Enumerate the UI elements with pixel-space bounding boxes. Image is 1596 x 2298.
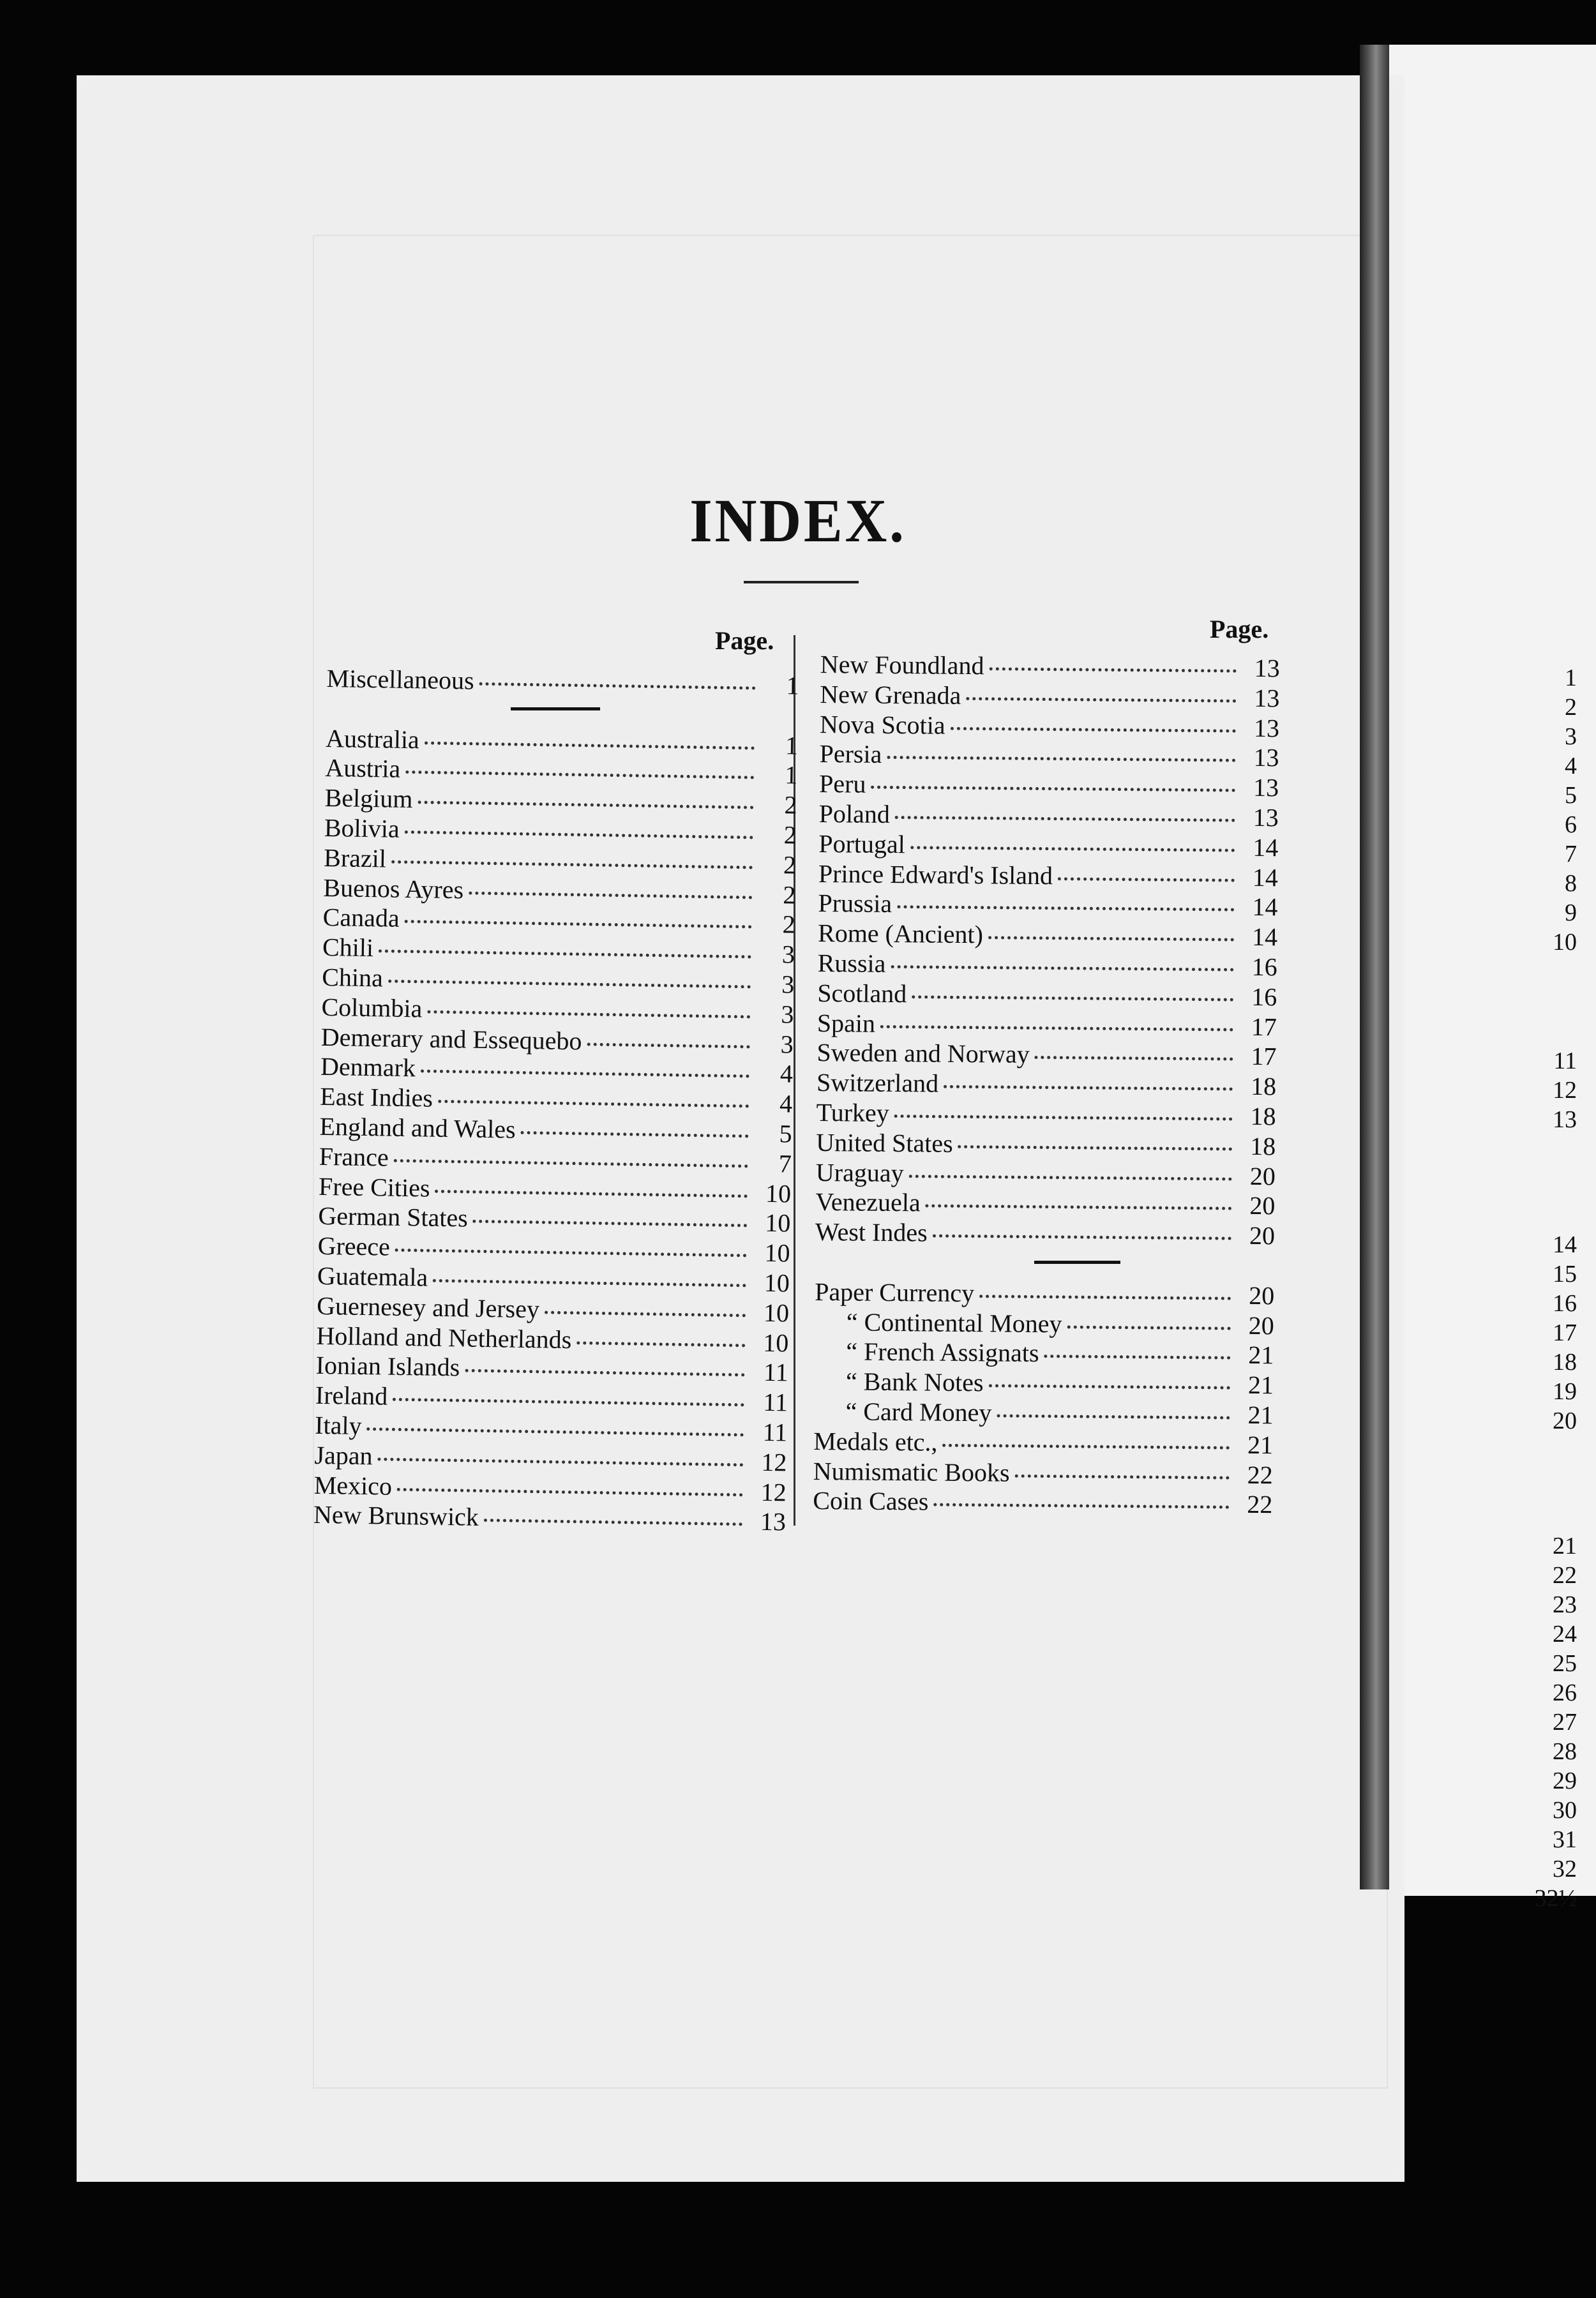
entry-name: “ French Assignats: [846, 1337, 1039, 1368]
entry-page: 13: [1253, 773, 1279, 802]
index-entry: [815, 1187, 1275, 1221]
entry-name: England and Wales: [319, 1111, 516, 1144]
entry-name: Bolivia: [324, 813, 400, 843]
entry-page: 21: [1247, 1400, 1274, 1430]
entry-name: Switzerland: [816, 1068, 939, 1098]
title-rule: [744, 581, 859, 583]
dot-leader: [958, 1145, 1233, 1151]
entry-page: 14: [1252, 892, 1278, 922]
dot-leader: [465, 1369, 745, 1377]
dot-leader: [1044, 1355, 1231, 1360]
entry-page: 2: [784, 790, 797, 820]
entry-page: 13: [1253, 743, 1279, 772]
entry-name: Persia: [819, 739, 882, 769]
dot-leader: [405, 770, 754, 779]
entry-name: China: [321, 962, 384, 993]
dot-leader: [1035, 1056, 1233, 1061]
entry-page: 10: [763, 1328, 789, 1358]
facing-page-number: 25: [1553, 1650, 1577, 1677]
facing-page-number: 26: [1553, 1679, 1577, 1706]
index-entry: [813, 1486, 1272, 1520]
entry-page: 2: [783, 880, 796, 910]
entry-name: Miscellaneous: [326, 664, 475, 695]
entry-page: 18: [1250, 1072, 1277, 1101]
entry-page: 11: [763, 1388, 788, 1417]
entry-name: Prussia: [818, 889, 892, 919]
left-separator: [511, 707, 600, 710]
dot-leader: [394, 1159, 748, 1168]
entry-name: Columbia: [321, 992, 423, 1023]
dot-leader: [393, 1398, 744, 1407]
entry-page: 21: [1247, 1430, 1274, 1459]
entry-name: Paper Currency: [815, 1277, 975, 1307]
facing-page-number: 13: [1553, 1106, 1577, 1133]
entry-name: Ireland: [315, 1380, 388, 1411]
index-entry: [818, 889, 1277, 922]
dot-leader: [391, 860, 753, 869]
facing-page-number: 16: [1553, 1290, 1577, 1317]
entry-page: 20: [1249, 1280, 1275, 1310]
entry-page: 20: [1248, 1310, 1274, 1340]
entry-name: Sweden and Norway: [817, 1038, 1030, 1069]
dot-leader: [887, 756, 1235, 762]
entry-name: Japan: [314, 1440, 373, 1470]
left-page-header: Page.: [715, 626, 774, 655]
dot-leader: [418, 800, 753, 809]
dot-leader: [891, 965, 1233, 972]
entry-name: Mexico: [313, 1470, 393, 1501]
entry-page: 3: [780, 1029, 794, 1059]
entry-page: 16: [1251, 952, 1277, 982]
dot-leader: [425, 741, 755, 749]
entry-name: Free Cities: [318, 1171, 430, 1203]
index-entry: [815, 1217, 1275, 1251]
dot-leader: [988, 1384, 1230, 1389]
entry-name: New Brunswick: [313, 1500, 479, 1532]
entry-name: France: [319, 1141, 389, 1172]
entry-page: 4: [779, 1089, 793, 1118]
index-entry: [818, 949, 1277, 982]
right-page-header: Page.: [1210, 615, 1269, 643]
entry-page: 3: [781, 1000, 794, 1029]
dot-leader: [942, 1443, 1230, 1449]
index-entry: [819, 739, 1279, 773]
entry-page: 16: [1251, 982, 1277, 1012]
index-entry: [813, 1456, 1273, 1490]
index-entry: [813, 1427, 1273, 1461]
facing-page-number: 32: [1553, 1856, 1577, 1882]
dot-leader: [521, 1131, 749, 1138]
facing-page-number: 18: [1553, 1349, 1577, 1376]
entry-name: Guernesey and Jersey: [316, 1291, 540, 1324]
entry-name: Russia: [817, 948, 886, 978]
entry-name: Guatemala: [317, 1261, 428, 1292]
index-entry: [819, 799, 1279, 833]
facing-page-number: 15: [1553, 1261, 1577, 1288]
entry-name: Rome (Ancient): [817, 919, 984, 949]
entry-page: 17: [1251, 1042, 1277, 1071]
facing-page-number: 4: [1565, 753, 1577, 779]
entry-name: Denmark: [320, 1052, 416, 1083]
entry-page: 13: [1254, 683, 1280, 713]
index-entry: [817, 979, 1277, 1012]
index-entry: [818, 859, 1278, 893]
dot-leader: [909, 1175, 1232, 1180]
dot-leader: [871, 786, 1235, 792]
dot-leader: [997, 1414, 1230, 1419]
dot-leader: [469, 891, 752, 899]
facing-page-number: 1: [1565, 665, 1577, 691]
dot-leader: [479, 682, 756, 690]
index-entry: [814, 1337, 1274, 1371]
entry-name: Turkey: [816, 1097, 889, 1127]
dot-leader: [1058, 877, 1235, 882]
dot-leader: [988, 936, 1234, 941]
dot-leader: [880, 1025, 1233, 1031]
facing-page-number: 6: [1565, 811, 1577, 838]
entry-name: New Foundland: [820, 650, 984, 680]
entry-name: Spain: [817, 1008, 876, 1038]
entry-page: 12: [761, 1447, 787, 1477]
page-title: INDEX.: [689, 486, 907, 555]
entry-page: 5: [779, 1119, 792, 1148]
facing-page-number: 27: [1553, 1709, 1577, 1736]
dot-leader: [912, 995, 1233, 1001]
dot-leader: [484, 1519, 742, 1526]
entry-name: Medals etc.,: [813, 1426, 938, 1457]
entry-name: Australia: [325, 723, 420, 754]
entry-name: “ Bank Notes: [845, 1367, 984, 1397]
entry-page: 11: [763, 1358, 789, 1387]
entry-page: 14: [1253, 832, 1279, 862]
dot-leader: [989, 667, 1236, 672]
dot-leader: [979, 1295, 1231, 1300]
entry-page: 13: [1253, 802, 1279, 832]
dot-leader: [377, 1457, 743, 1466]
facing-page-number: 5: [1565, 782, 1577, 809]
entry-page: 21: [1248, 1340, 1274, 1370]
facing-page-number: 29: [1553, 1768, 1577, 1794]
entry-name: Scotland: [817, 978, 907, 1008]
entry-page: 1: [786, 671, 799, 700]
entry-name: Austria: [325, 753, 401, 784]
dot-leader: [366, 1427, 744, 1436]
dot-leader: [894, 1115, 1233, 1121]
index-entry: [820, 680, 1279, 714]
entry-page: 2: [783, 820, 797, 850]
dot-leader: [379, 949, 751, 958]
entry-page: 13: [1253, 713, 1280, 742]
facing-page-number: 9: [1565, 899, 1577, 926]
facing-page-number: 2: [1565, 694, 1577, 721]
right-index-column: [813, 650, 1280, 1520]
index-entry: [817, 1009, 1277, 1042]
dot-leader: [433, 1279, 746, 1288]
entry-name: “ Continental Money: [846, 1307, 1062, 1338]
facing-page-number: 32½: [1534, 1885, 1577, 1912]
facing-page-number: 3: [1565, 723, 1577, 750]
facing-page-number: 12: [1553, 1077, 1577, 1104]
index-entry: [814, 1367, 1274, 1401]
facing-page-number: 24: [1553, 1621, 1577, 1648]
dot-leader: [933, 1503, 1229, 1509]
entry-name: East Indies: [320, 1082, 433, 1113]
entry-name: “ Card Money: [845, 1397, 992, 1427]
entry-name: New Grenada: [820, 679, 961, 710]
entry-page: 2: [782, 910, 796, 939]
facing-page-number: 28: [1553, 1738, 1577, 1765]
entry-name: Chili: [322, 933, 374, 963]
dot-leader: [926, 1205, 1232, 1210]
entry-page: 18: [1250, 1101, 1276, 1131]
dot-leader: [435, 1189, 748, 1198]
entry-page: 1: [784, 760, 798, 790]
facing-page-numbers: [1494, 664, 1577, 1915]
facing-page-number: 10: [1553, 929, 1577, 956]
entry-page: 20: [1249, 1191, 1276, 1220]
dot-leader: [421, 1070, 749, 1078]
entry-name: Coin Cases: [813, 1486, 929, 1516]
entry-name: Peru: [818, 769, 866, 799]
entry-page: 10: [763, 1298, 790, 1328]
book-spine: [1360, 45, 1389, 1889]
right-separator: [1034, 1261, 1120, 1264]
facing-page-number: 31: [1553, 1826, 1577, 1853]
entry-name: Brazil: [323, 843, 387, 873]
index-entry: [820, 710, 1279, 744]
dot-leader: [933, 1235, 1231, 1240]
facing-page-number: 8: [1565, 870, 1577, 897]
index-entry: [818, 829, 1278, 863]
entry-name: United States: [816, 1127, 953, 1158]
dot-leader: [910, 846, 1235, 852]
entry-page: 3: [781, 940, 795, 969]
facing-page-number: 19: [1553, 1378, 1577, 1405]
entry-page: 13: [760, 1507, 787, 1536]
entry-page: 13: [1254, 653, 1280, 683]
entry-page: 3: [781, 970, 795, 999]
dot-leader: [473, 1220, 748, 1228]
dot-leader: [576, 1341, 745, 1347]
entry-name: Prince Edward's Island: [818, 859, 1053, 890]
facing-page-number: 7: [1565, 841, 1577, 867]
dot-leader: [587, 1042, 749, 1048]
entry-name: Venezuela: [815, 1187, 921, 1217]
entry-name: Buenos Ayres: [323, 873, 464, 904]
dot-leader: [388, 980, 751, 989]
entry-name: Italy: [314, 1410, 362, 1440]
entry-name: Canada: [322, 903, 400, 933]
entry-page: 10: [765, 1178, 792, 1208]
dot-leader: [545, 1310, 746, 1317]
index-entry: [820, 650, 1280, 684]
entry-name: Numismatic Books: [813, 1456, 1010, 1487]
entry-page: 10: [764, 1208, 791, 1238]
entry-page: 7: [778, 1148, 792, 1178]
entry-page: 14: [1252, 862, 1279, 892]
entry-page: 20: [1249, 1161, 1276, 1190]
index-entry: [815, 1307, 1274, 1340]
entry-page: 14: [1251, 922, 1278, 952]
entry-page: 22: [1247, 1460, 1273, 1489]
entry-name: Poland: [818, 799, 891, 829]
facing-page-number: 20: [1553, 1408, 1577, 1434]
entry-page: 12: [760, 1477, 787, 1506]
entry-name: Holland and Netherlands: [316, 1321, 572, 1354]
entry-name: Nova Scotia: [819, 709, 945, 740]
dot-leader: [895, 816, 1235, 822]
entry-page: 1: [785, 730, 799, 760]
entry-page: 18: [1250, 1131, 1276, 1161]
entry-page: 17: [1251, 1012, 1277, 1041]
facing-page-number: 11: [1553, 1048, 1577, 1074]
index-entry: [817, 1038, 1276, 1072]
dot-leader: [1067, 1325, 1230, 1330]
entry-name: German States: [318, 1201, 469, 1233]
entry-page: 22: [1247, 1490, 1273, 1519]
dot-leader: [1014, 1474, 1229, 1479]
entry-name: West Indes: [815, 1217, 928, 1247]
entry-name: Greece: [317, 1231, 391, 1261]
facing-page-number: 17: [1553, 1319, 1577, 1346]
index-entry: [815, 1277, 1274, 1311]
entry-page: 4: [779, 1059, 794, 1088]
index-entry: [816, 1128, 1276, 1162]
index-entry: [816, 1098, 1276, 1132]
entry-page: 11: [762, 1417, 788, 1447]
dot-leader: [395, 1249, 747, 1258]
entry-name: Uraguay: [815, 1157, 904, 1187]
entry-name: Portugal: [818, 829, 906, 859]
dot-leader: [405, 830, 753, 839]
facing-page-number: 30: [1553, 1797, 1577, 1824]
entry-page: 21: [1247, 1371, 1274, 1400]
index-entry: [819, 769, 1279, 803]
entry-name: Demerary and Essequebo: [320, 1022, 582, 1055]
facing-page-number: 22: [1553, 1562, 1577, 1589]
left-index-column: [313, 664, 799, 1538]
index-entry: [818, 919, 1277, 952]
facing-page-number: 23: [1553, 1591, 1577, 1618]
index-entry: [817, 1068, 1276, 1102]
dot-leader: [944, 1085, 1233, 1091]
dot-leader: [966, 697, 1236, 703]
dot-leader: [897, 905, 1234, 912]
entry-name: Ionian Islands: [315, 1351, 460, 1382]
entry-page: 10: [764, 1238, 790, 1268]
entry-page: 2: [783, 850, 797, 880]
facing-page-number: 21: [1553, 1533, 1577, 1559]
dot-leader: [438, 1100, 749, 1108]
index-entry: [816, 1158, 1276, 1192]
entry-page: 10: [764, 1268, 790, 1298]
dot-leader: [397, 1487, 743, 1496]
dot-leader: [427, 1010, 750, 1018]
dot-leader: [951, 726, 1236, 732]
index-entry: [815, 1247, 1274, 1281]
dot-leader: [405, 920, 752, 929]
entry-name: Belgium: [324, 783, 413, 814]
index-entry: [813, 1397, 1273, 1431]
entry-page: 20: [1249, 1221, 1276, 1250]
facing-page-number: 14: [1553, 1231, 1577, 1258]
